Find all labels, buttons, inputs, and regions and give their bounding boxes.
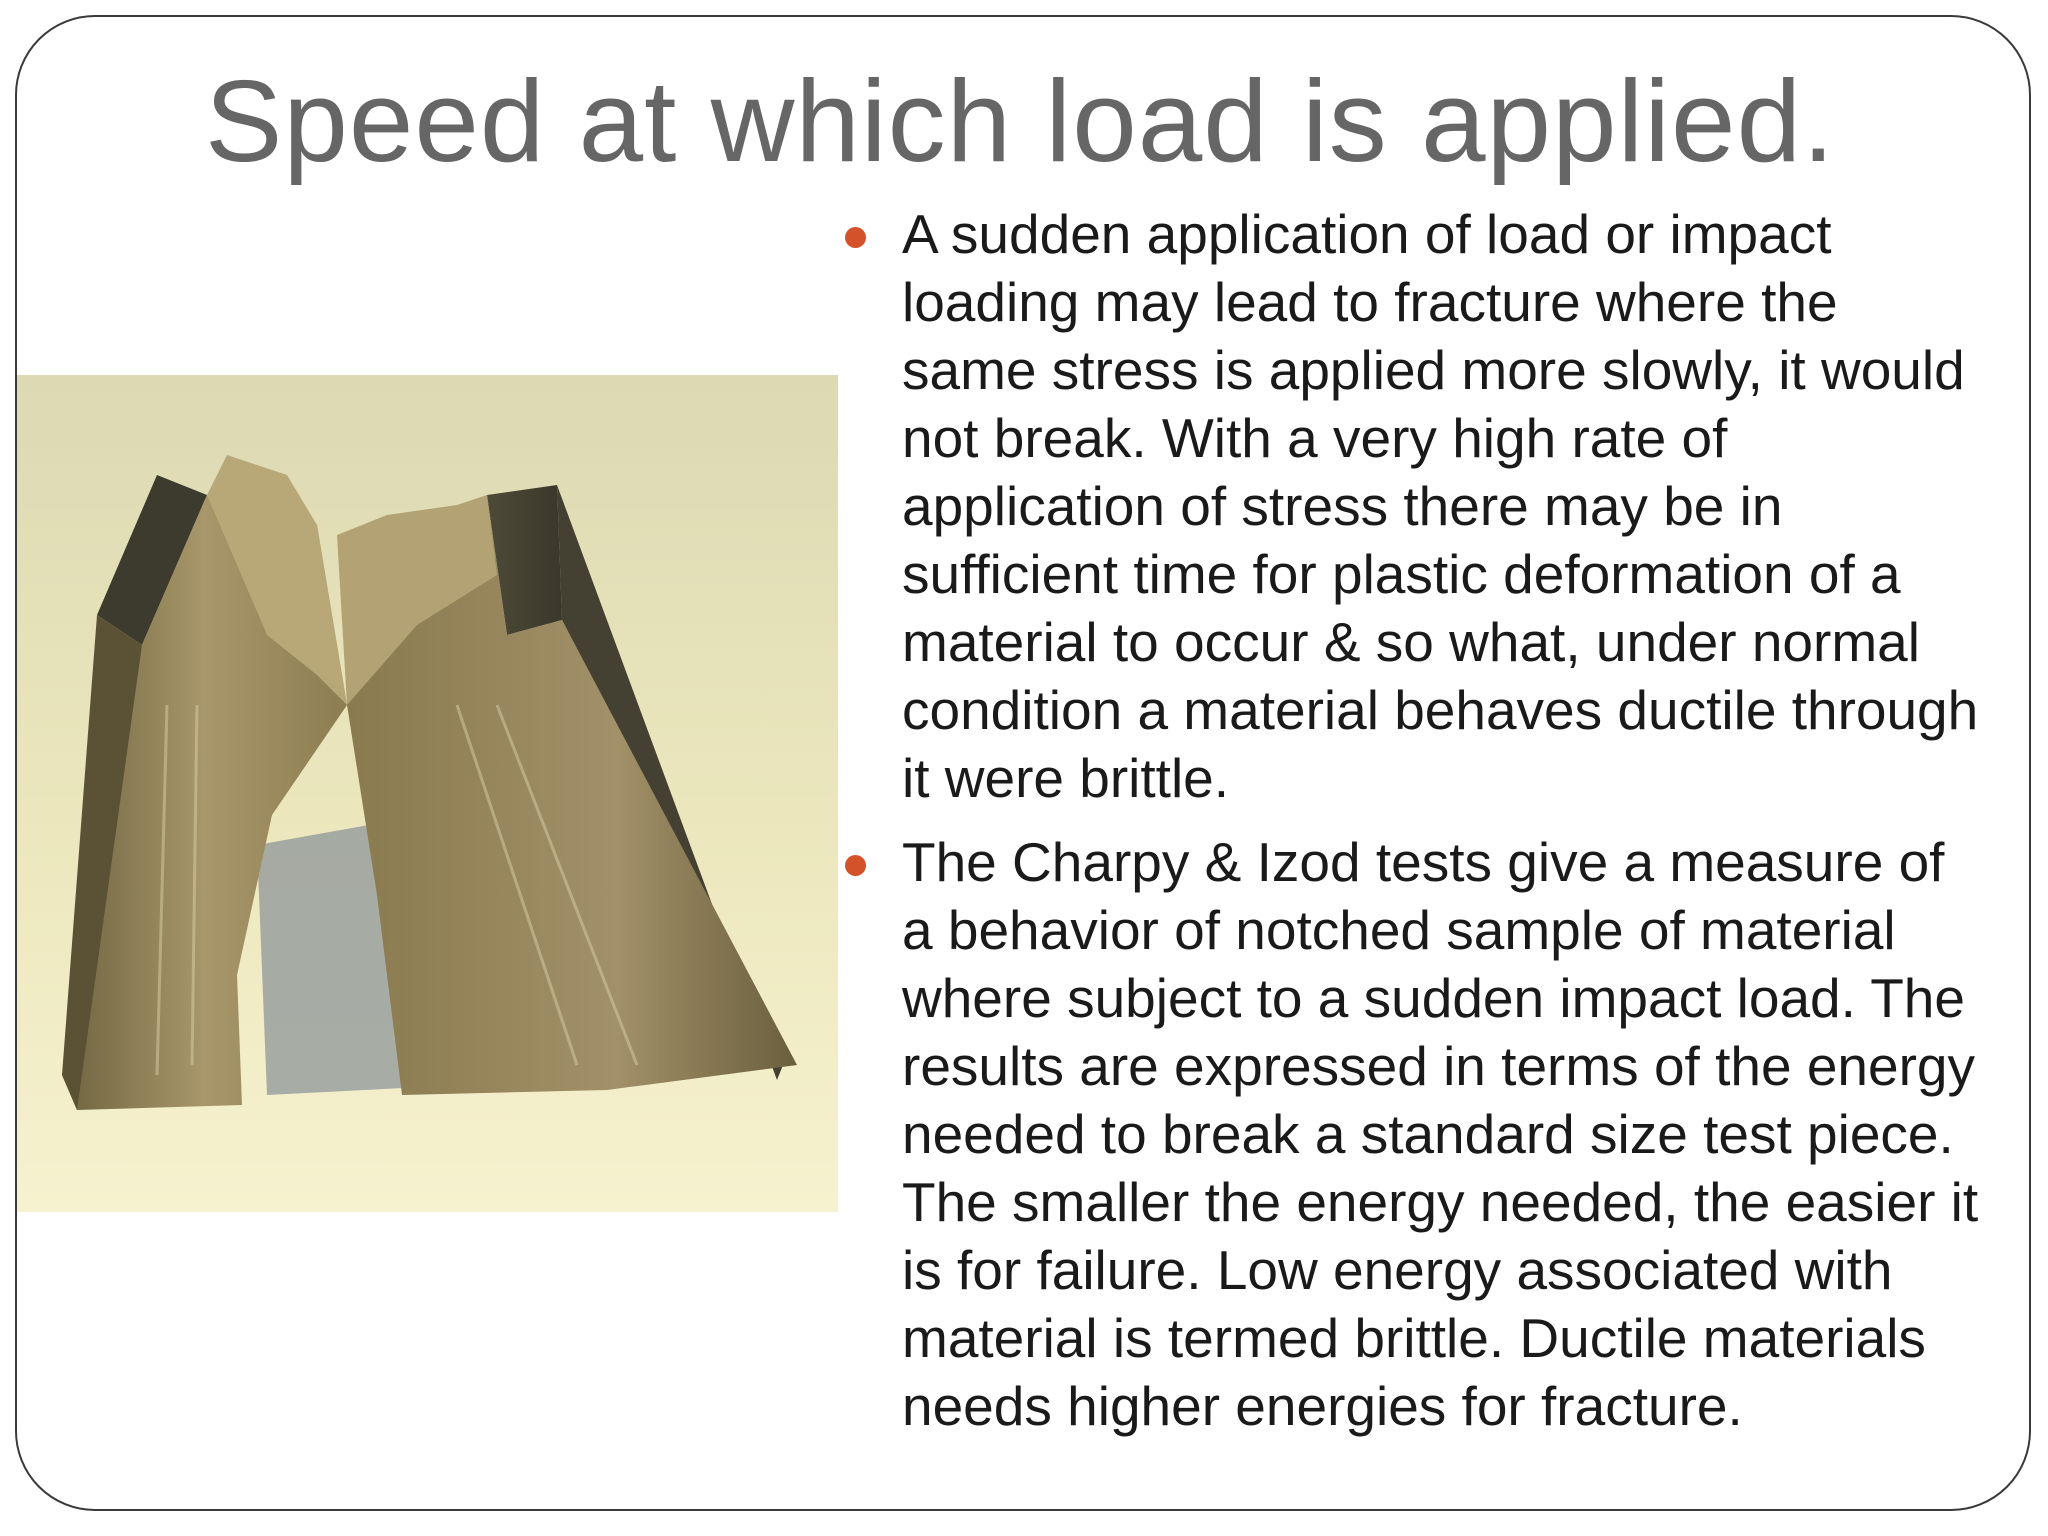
bullet-item — [845, 828, 1985, 1440]
slide-title: Speed at which load is applied. — [205, 56, 1836, 186]
bullet-list — [845, 200, 1985, 1456]
bullet-item — [845, 200, 1985, 812]
bullet-text: A sudden application of load or impact loading may lead to fracture where the same stress is applied more slowly, it would not break. With a very high rate of application of stress there may be in sufficient time for plastic deformation of a material to occur & so what, under normal condition a material behaves ductile through it were brittle. — [902, 203, 1979, 809]
fractured-specimen-image — [17, 375, 838, 1212]
bullet-text: The Charpy & Izod tests give a measure of a behavior of notched sample of material where subject to a sudden impact load. The results are expressed in terms of the energy needed to break a standard size test piece. The smaller the energy needed, the easier it is for failure. Low energy associated with material is termed brittle. Ductile materials needs higher energies for fracture. — [902, 831, 1979, 1437]
bullet-icon — [845, 227, 866, 248]
bullet-icon — [845, 855, 866, 876]
